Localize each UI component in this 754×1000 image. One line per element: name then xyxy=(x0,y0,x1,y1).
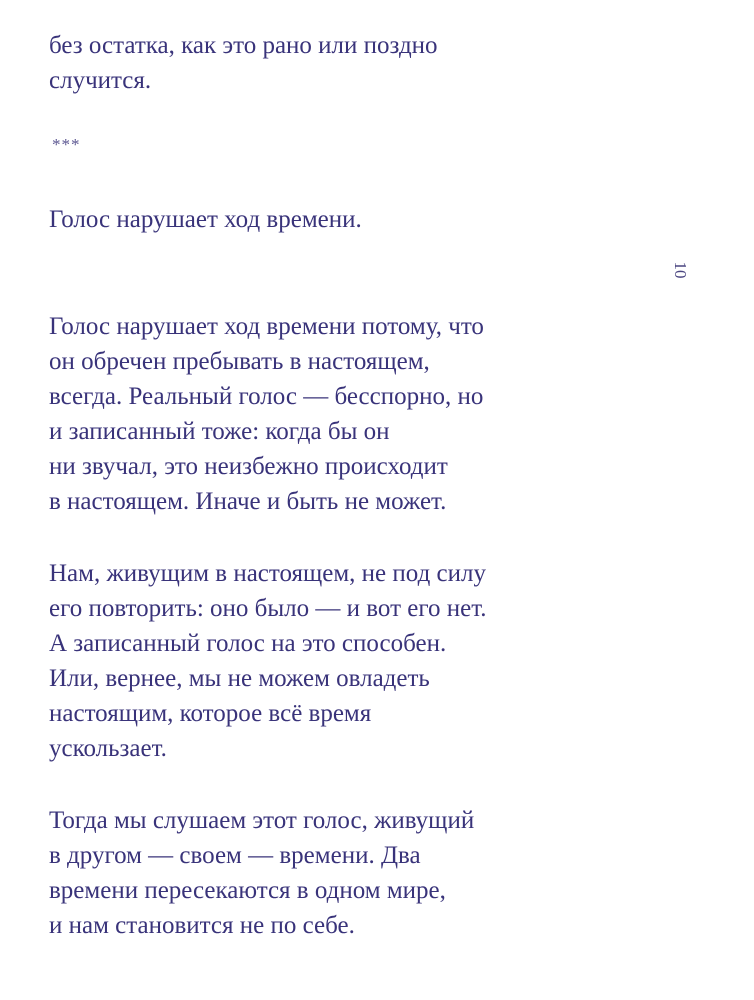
text-line: и нам становится не по себе. xyxy=(49,912,355,939)
text-line: А записанный голос на это способен. xyxy=(49,630,447,657)
paragraph-1 xyxy=(49,28,438,98)
paragraph-4 xyxy=(49,803,474,943)
text-line: ни звучал, это неизбежно происходит xyxy=(49,453,448,480)
section-separator: *** xyxy=(52,135,81,154)
text-line: случится. xyxy=(49,67,152,94)
paragraph-2 xyxy=(49,309,484,519)
text-line: он обречен пребывать в настоящем, xyxy=(49,348,430,375)
text-line: настоящим, которое всё время xyxy=(49,700,372,727)
text-line: его повторить: оно было — и вот его нет. xyxy=(49,595,487,622)
section-heading: Голос нарушает ход времени. xyxy=(49,206,362,233)
text-line: Нам, живущим в настоящем, не под силу xyxy=(49,560,486,587)
text-line: Тогда мы слушаем этот голос, живущий xyxy=(49,807,475,834)
text-line: времени пересекаются в одном мире, xyxy=(49,877,446,904)
text-line: в другом — своем — времени. Два xyxy=(49,842,421,869)
text-line: и записанный тоже: когда бы он xyxy=(49,418,390,445)
text-line: в настоящем. Иначе и быть не может. xyxy=(49,488,447,515)
text-line: без остатка, как это рано или поздно xyxy=(49,32,438,59)
text-line: ускользает. xyxy=(49,735,167,762)
page-number: 10 xyxy=(671,261,690,279)
text-line: Или, вернее, мы не можем овладеть xyxy=(49,665,430,692)
text-line: Голос нарушает ход времени потому, что xyxy=(49,313,484,340)
paragraph-3 xyxy=(49,556,487,766)
text-line: всегда. Реальный голос — бесспорно, но xyxy=(49,383,484,410)
